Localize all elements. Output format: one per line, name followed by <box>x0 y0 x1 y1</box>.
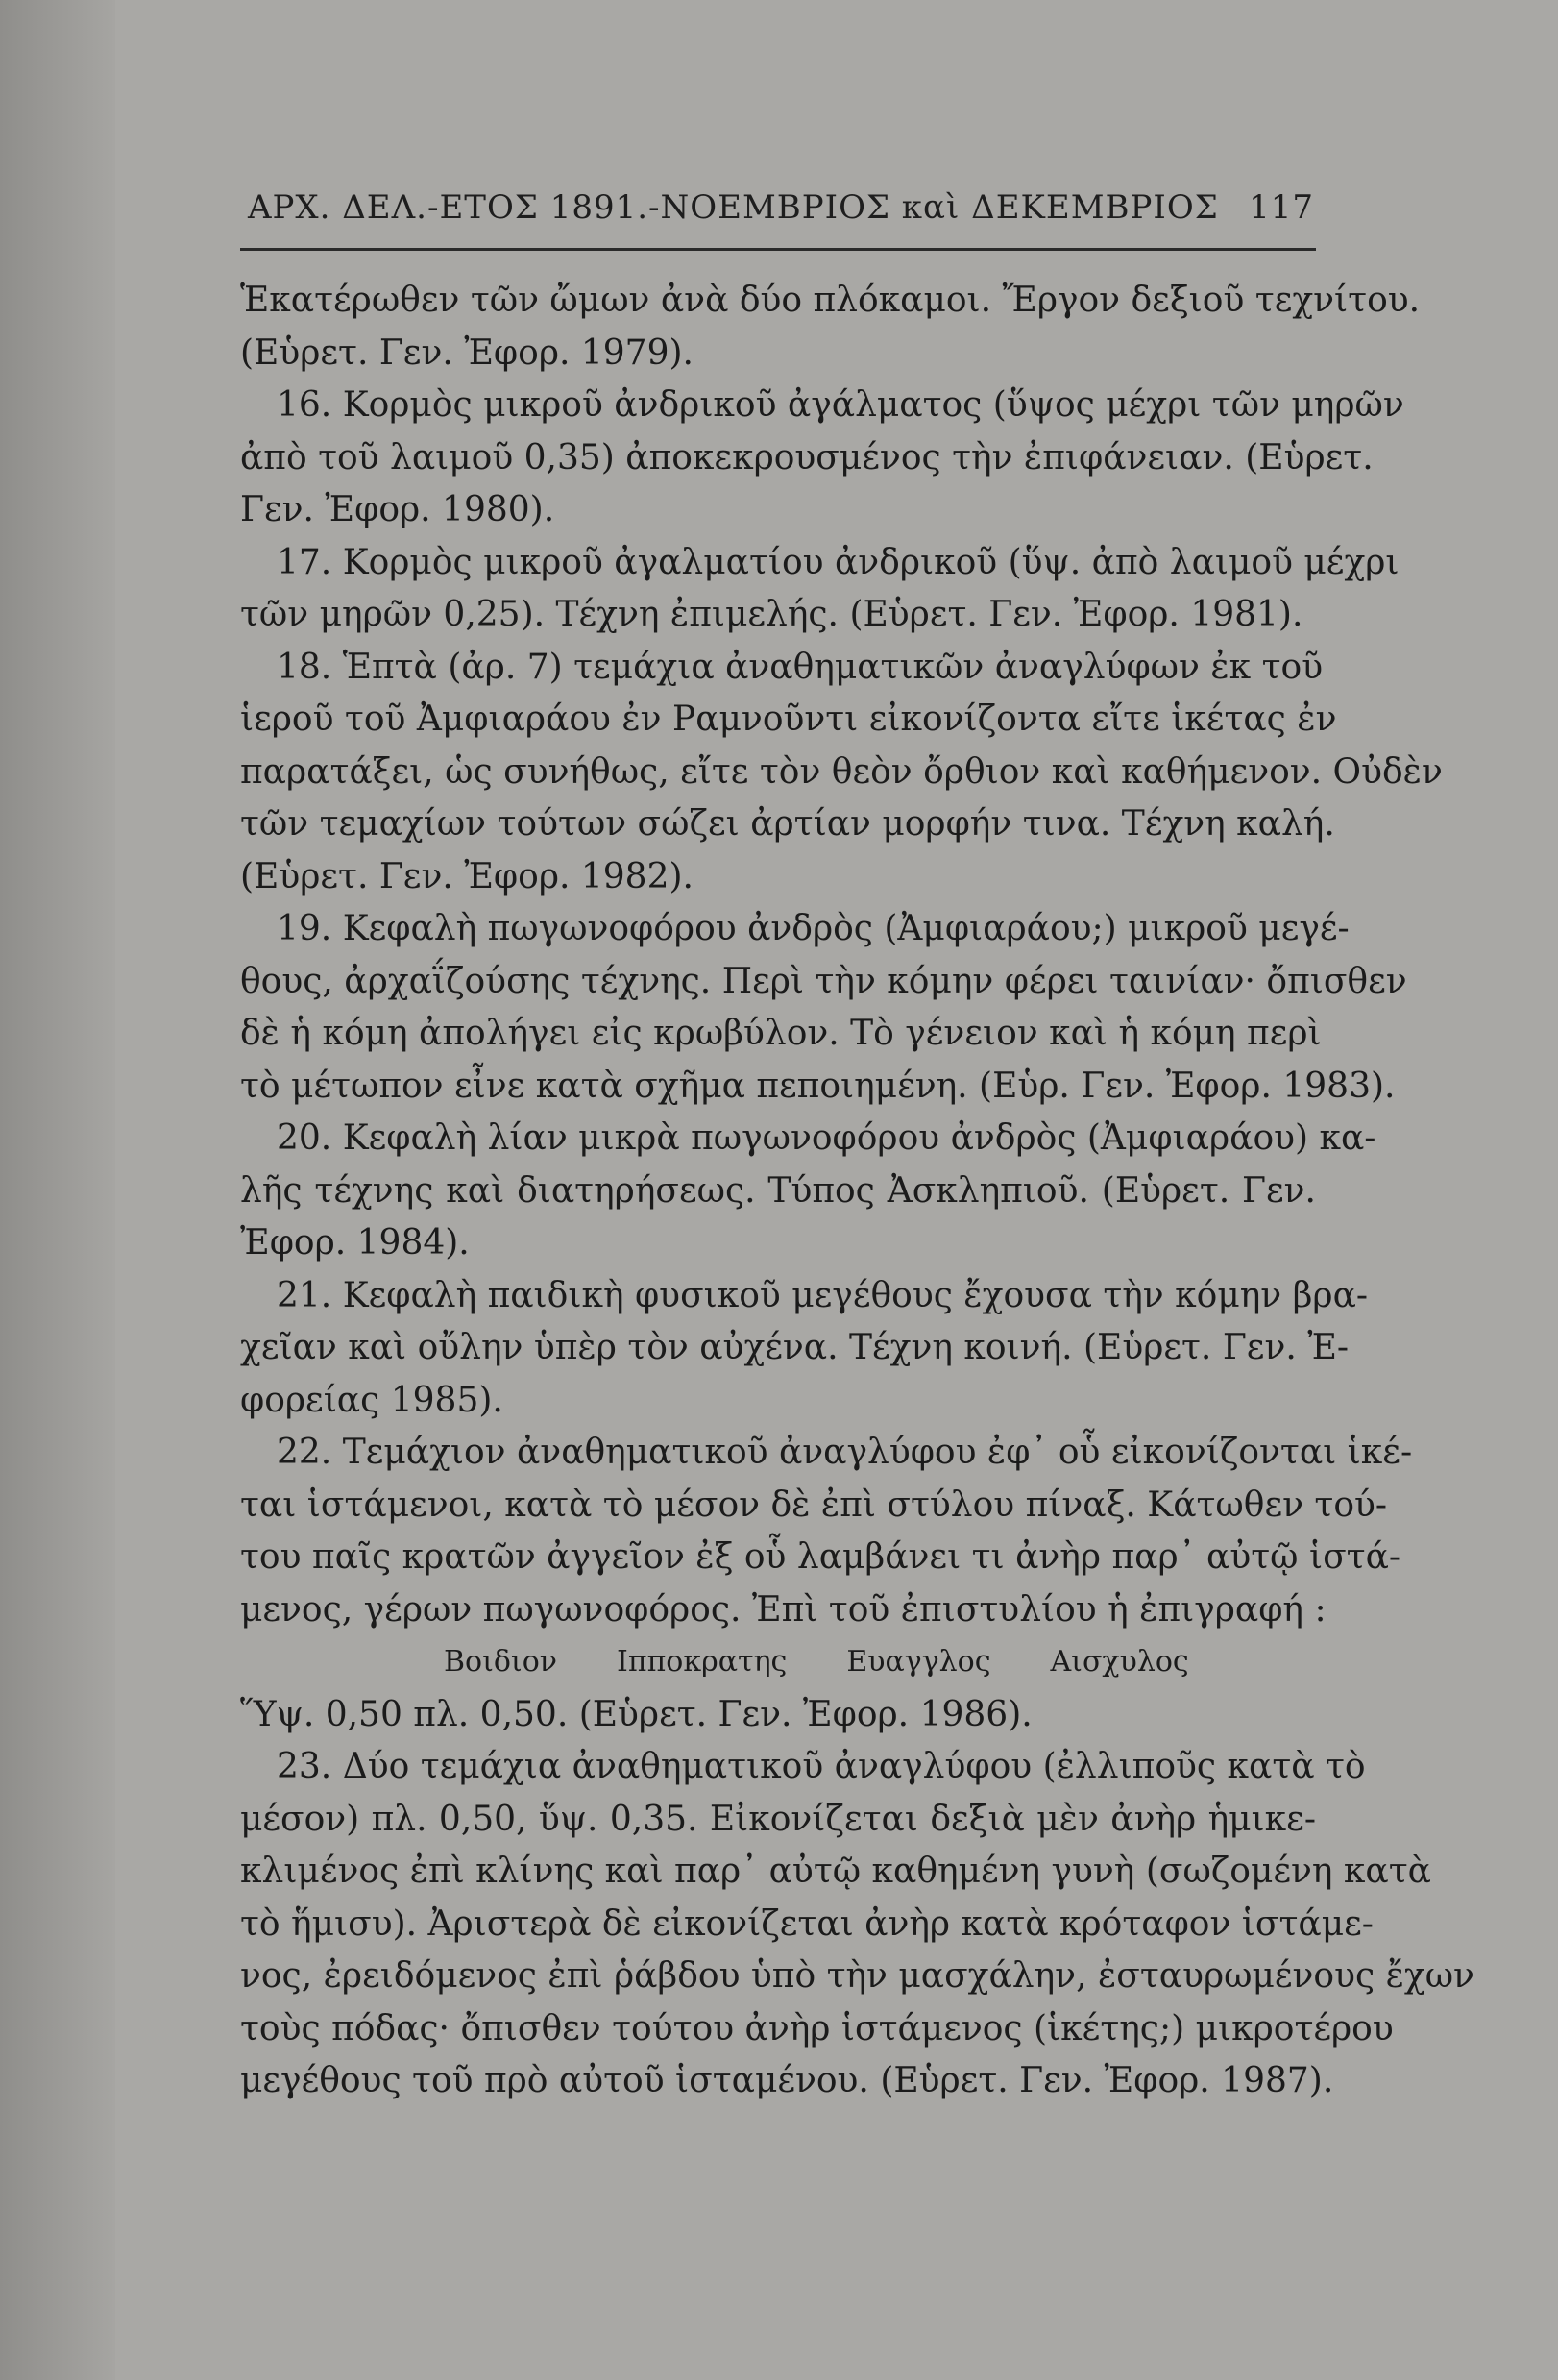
header-rule <box>240 248 1316 251</box>
text-line: τῶν τεμαχίων τούτων σώζει ἀρτίαν μορφήν τινα. Τέχνη καλή. <box>240 804 1335 844</box>
inscription-line <box>240 1636 1316 1689</box>
inscription-name: Ευαγγλος <box>846 1645 991 1679</box>
text-line: λῆς τέχνης καὶ διατηρήσεως. Τύπος Ἀσκληπιοῦ. (Εὑρετ. Γεν. <box>240 1170 1316 1211</box>
text-line: Γεν. Ἐφορ. 1980). <box>240 490 555 529</box>
inscription-name: Αισχυλος <box>1050 1645 1189 1679</box>
page-edge-shadow <box>0 0 115 2380</box>
text-line: παρατάξει, ὡς συνήθως, εἴτε τὸν θεὸν ὄρθιον καὶ καθήμενον. Οὐδὲν <box>240 751 1443 792</box>
inscription-name: Ιπποκρατης <box>617 1645 788 1679</box>
entry-21-line: 21. Κεφαλὴ παιδικὴ φυσικοῦ μεγέθους ἔχουσα τὴν κόμην βρα- <box>277 1275 1369 1315</box>
entry-20-line: 20. Κεφαλὴ λίαν μικρὰ πωγωνοφόρου ἀνδρὸς (Ἀμφιαράου) κα- <box>277 1118 1376 1158</box>
running-title: ΑΡΧ. ΔΕΛ.-ΕΤΟΣ 1891.-ΝΟΕΜΒΡΙΟΣ καὶ ΔΕΚΕΜΒΡΙΟΣ <box>248 188 1219 227</box>
text-line: τοὺς πόδας· ὄπισθεν τούτου ἀνὴρ ἱστάμενος (ἱκέτης;) μικροτέρου <box>240 2008 1394 2049</box>
text-line: φορείας 1985). <box>240 1380 503 1420</box>
text-line: μενος, γέρων πωγωνοφόρος. Ἐπὶ τοῦ ἐπιστυλίου ἡ ἐπιγραφή : <box>240 1589 1327 1630</box>
text-line: τὸ μέτωπον εἶνε κατὰ σχῆμα πεποιημένη. (Εὑρ. Γεν. Ἐφορ. 1983). <box>240 1066 1396 1106</box>
text-line: ἀπὸ τοῦ λαιμοῦ 0,35) ἀποκεκρουσμένος τὴν ἐπιφάνειαν. (Εὑρετ. <box>240 437 1374 478</box>
body-text <box>240 275 1474 2108</box>
text-line: νος, ἐρειδόμενος ἐπὶ ῥάβδου ὑπὸ τὴν μασχάλην, ἐσταυρωμένους ἔχων <box>240 1956 1474 1996</box>
text-line: μεγέθους τοῦ πρὸ αὐτοῦ ἱσταμένου. (Εὑρετ. Γεν. Ἐφορ. 1987). <box>240 2061 1334 2100</box>
text-line: χεῖαν καὶ οὔλην ὑπὲρ τὸν αὐχένα. Τέχνη κοινή. (Εὑρετ. Γεν. Ἐ- <box>240 1328 1350 1367</box>
text-line: τὸ ἥμισυ). Ἀριστερὰ δὲ εἰκονίζεται ἀνὴρ κατὰ κρόταφον ἱστάμε- <box>240 1903 1374 1944</box>
text-line: του παῖς κρατῶν ἀγγεῖον ἐξ οὗ λαμβάνει τι ἀνὴρ παρ᾽ αὐτῷ ἱστά- <box>240 1537 1401 1577</box>
entry-17-line: 17. Κορμὸς μικροῦ ἀγαλματίου ἀνδρικοῦ (ὕψ. ἀπὸ λαιμοῦ μέχρι <box>277 542 1400 582</box>
text-line: κλιμένος ἐπὶ κλίνης καὶ παρ᾽ αὐτῷ καθημένη γυνὴ (σωζομένη κατὰ <box>240 1852 1431 1891</box>
entry-19-line: 19. Κεφαλὴ πωγωνοφόρου ἀνδρὸς (Ἀμφιαράου;) μικροῦ μεγέ- <box>277 909 1350 948</box>
text-line: θους, ἀρχαΐζούσης τέχνης. Περὶ τὴν κόμην φέρει ταινίαν· ὄπισθεν <box>240 961 1407 1001</box>
text-line: δὲ ἡ κόμη ἀπολήγει εἰς κρωβύλον. Τὸ γένειον καὶ ἡ κόμη περὶ <box>240 1014 1322 1053</box>
text-line: ἱεροῦ τοῦ Ἀμφιαράου ἐν Ραμνοῦντι εἰκονίζοντα εἴτε ἱκέτας ἐν <box>240 699 1337 739</box>
text-line: μέσον) πλ. 0,50, ὕψ. 0,35. Εἰκονίζεται δεξιὰ μὲν ἀνὴρ ἡμικε- <box>240 1799 1316 1839</box>
entry-16-line: 16. Κορμὸς μικροῦ ἀνδρικοῦ ἀγάλματος (ὕψος μέχρι τῶν μηρῶν <box>277 385 1404 425</box>
text-line: (Εὑρετ. Γεν. Ἐφορ. 1979). <box>240 332 694 373</box>
text-line: Ἐφορ. 1984). <box>240 1223 470 1263</box>
entry-18-line: 18. Ἑπτὰ (ἀρ. 7) τεμάχια ἀναθηματικῶν ἀναγλύφων ἐκ τοῦ <box>277 647 1324 687</box>
text-line: τῶν μηρῶν 0,25). Τέχνη ἐπιμελής. (Εὑρετ. Γεν. Ἐφορ. 1981). <box>240 595 1303 634</box>
inscription-name: Βοιδιον <box>444 1645 557 1679</box>
text-line: ται ἱστάμενοι, κατὰ τὸ μέσον δὲ ἐπὶ στύλου πίναξ. Κάτωθεν τού- <box>240 1484 1388 1525</box>
text-line: (Εὑρετ. Γεν. Ἐφορ. 1982). <box>240 856 694 896</box>
text-line: Ὕψ. 0,50 πλ. 0,50. (Εὑρετ. Γεν. Ἐφορ. 1986). <box>240 1694 1033 1734</box>
entry-22-line: 22. Τεμάχιον ἀναθηματικοῦ ἀναγλύφου ἐφ᾽ οὗ εἰκονίζονται ἱκέ- <box>277 1433 1413 1472</box>
page-number: 117 <box>1249 188 1314 227</box>
text-line: Ἑκατέρωθεν τῶν ὤμων ἀνὰ δύο πλόκαμοι. Ἔργον δεξιοῦ τεχνίτου. <box>240 281 1421 320</box>
entry-23-line: 23. Δύο τεμάχια ἀναθηματικοῦ ἀναγλύφου (ἐλλιποῦς κατὰ τὸ <box>277 1747 1366 1786</box>
running-header <box>248 188 1314 234</box>
